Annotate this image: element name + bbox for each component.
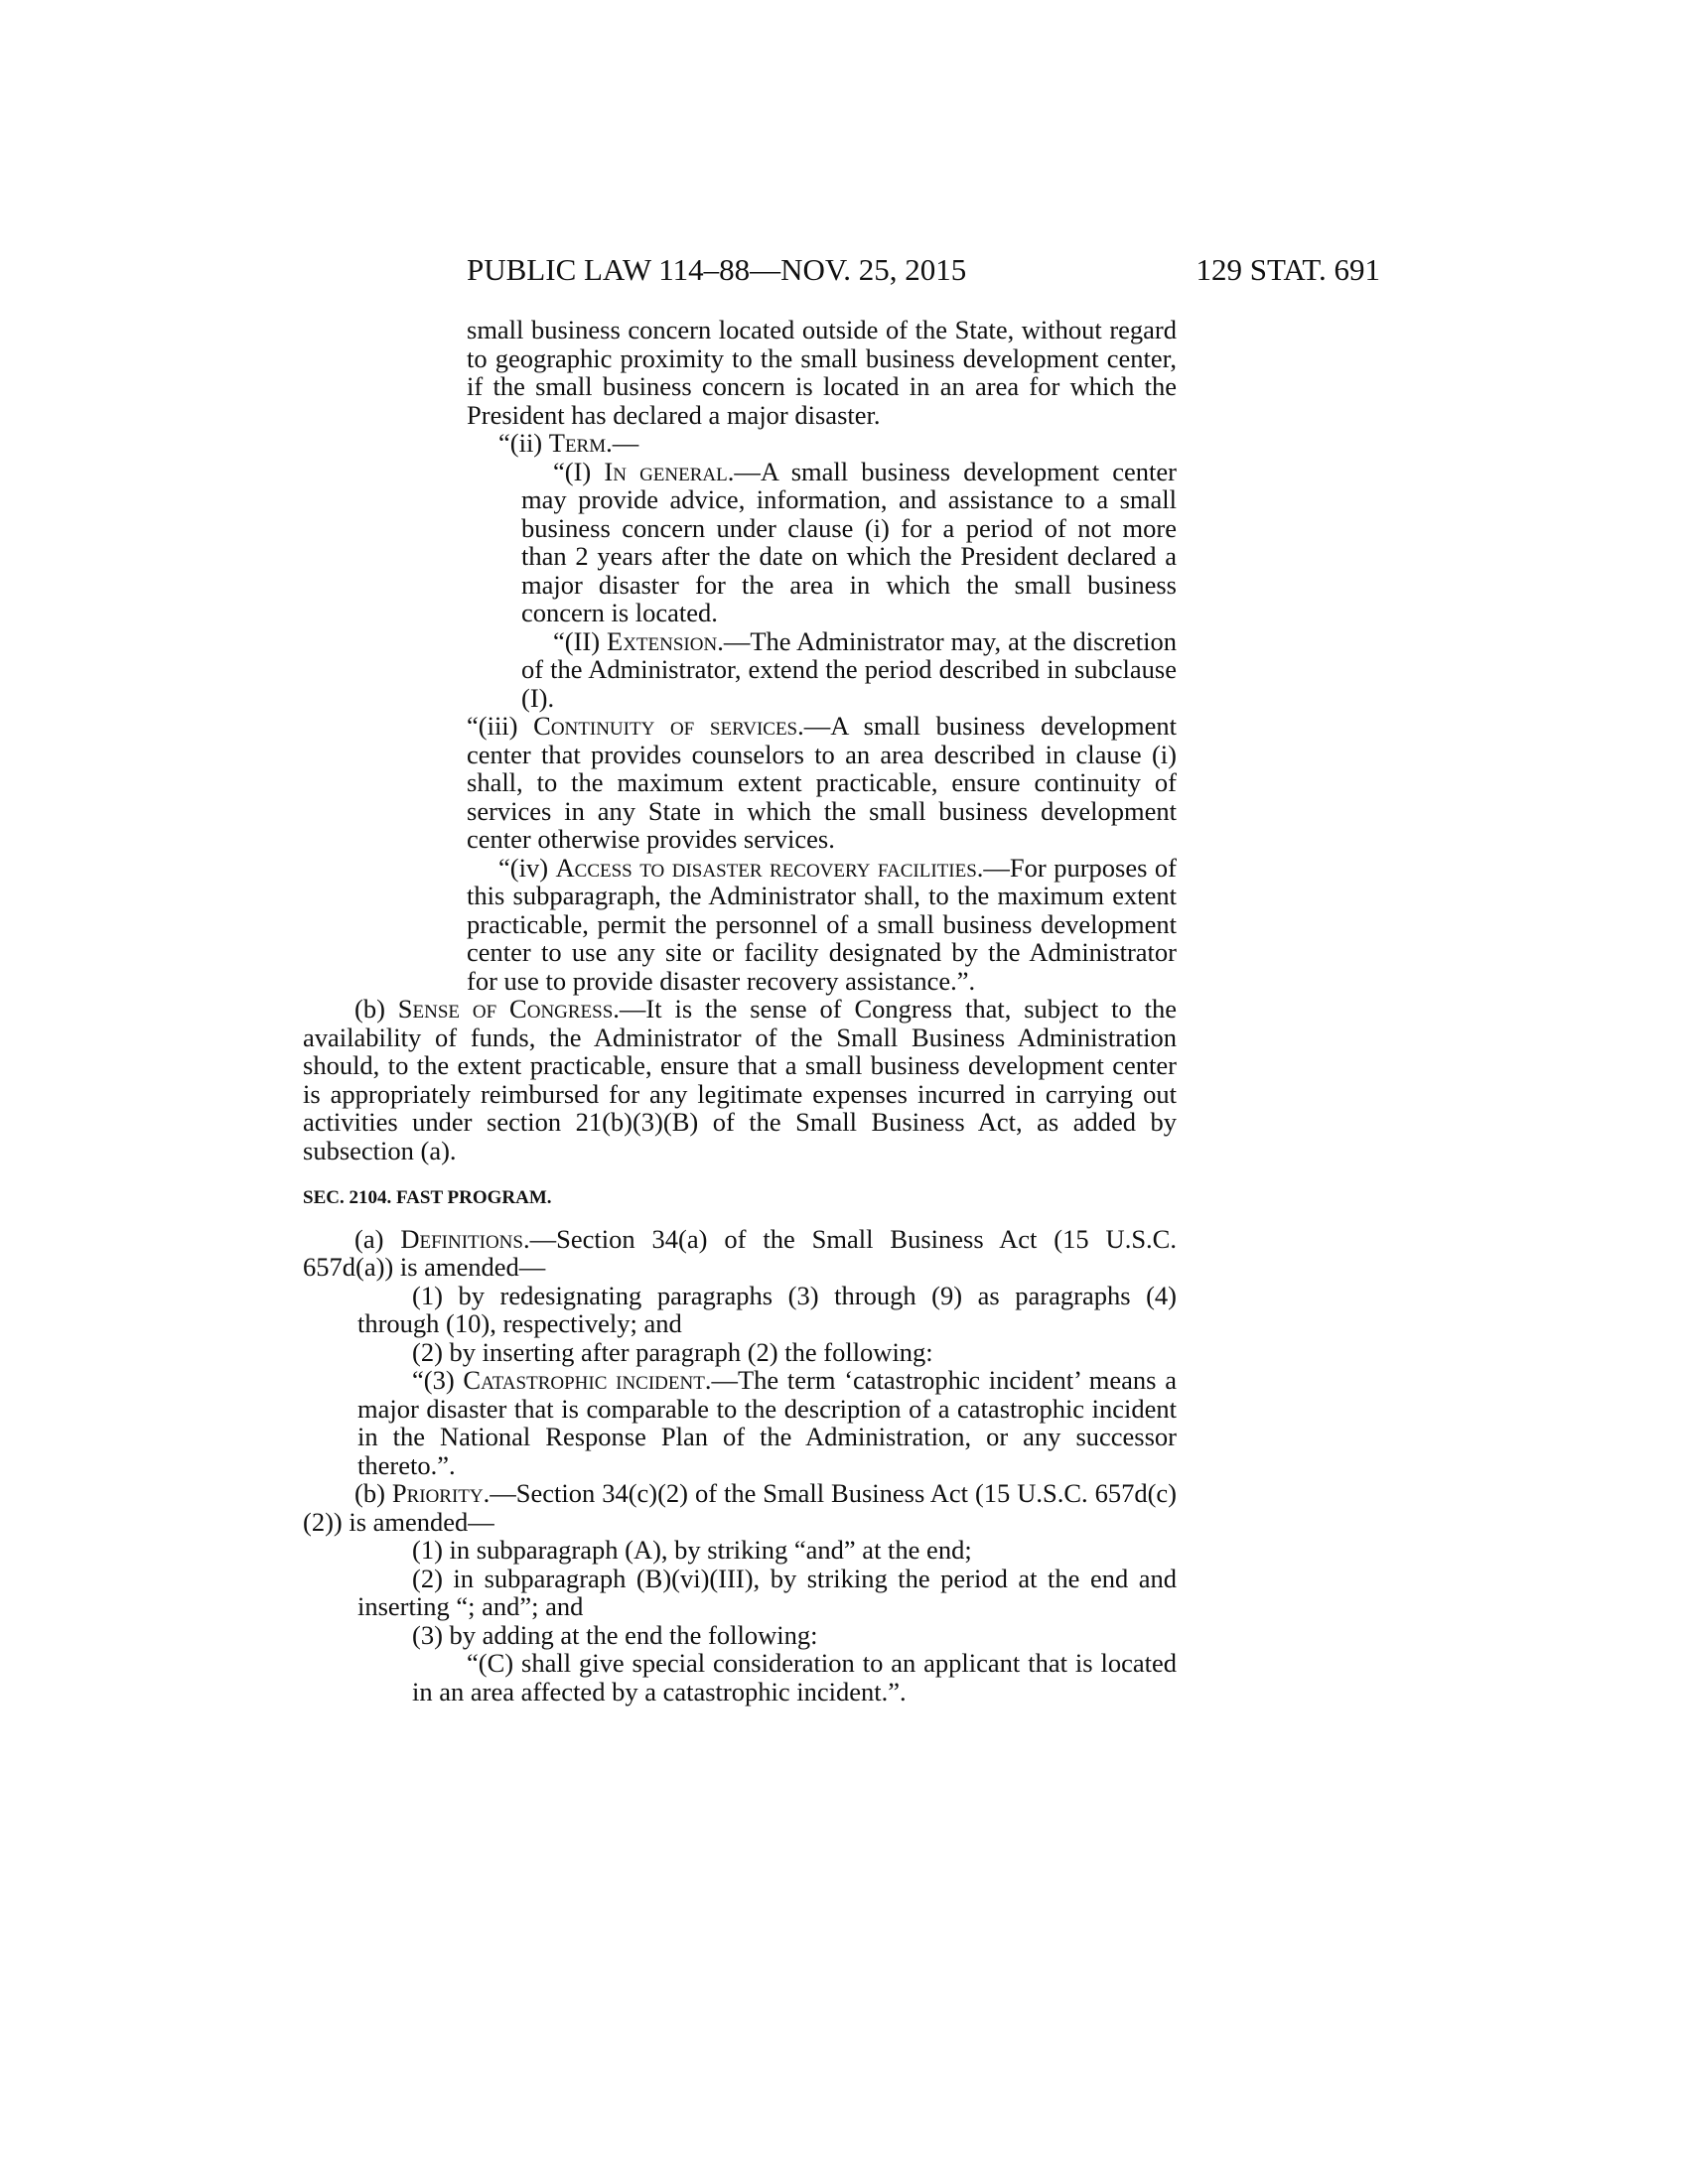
clause-ii-prefix: “(ii) [498, 428, 549, 458]
paragraph-a3-prefix: “(3) [412, 1365, 464, 1395]
priority-paragraph-2: (2) in subparagraph (B)(vi)(III), by striking the period at the end and inserting “; and”; and [357, 1563, 1177, 1621]
clause-ii-heading [467, 429, 1177, 458]
paragraph-a3-catastrophic-incident [357, 1366, 1177, 1479]
subclause-II-prefix: “(II) [553, 625, 608, 656]
clause-iii-text: .—A small business development center that provides counselors to an area described in clause (i) shall, to the maximum extent practicable, ensure continuity of services in any State in which the small business development center otherwise provides services. [467, 711, 1177, 854]
paragraph-a2: (2) by inserting after paragraph (2) the following: [412, 1336, 933, 1367]
clause-iii [467, 712, 1177, 854]
subsection-b-priority [303, 1479, 1177, 1536]
subclause-II-title: Extension [607, 625, 718, 656]
subsection-b-text: .—It is the sense of Congress that, subject to the availability of funds, the Administrator of the Small Business Administration should, to the extent practicable, ensure that a small business development center is appropriately reimbursed for any legitimate expenses incurred in carrying out activities under section 21(b)(3)(B) of the Small Business Act, as added by subsection (a). [303, 994, 1177, 1165]
clause-iii-title: Continuity of services [533, 711, 798, 741]
priority-title: Priority [391, 1478, 484, 1508]
clause-ii-dash: .— [606, 428, 639, 458]
priority-paragraph-3: (3) by adding at the end the following: [412, 1619, 818, 1650]
subclause-I-title: In general [604, 456, 728, 486]
subsection-b-sense-of-congress [303, 995, 1177, 1164]
page-number: 129 STAT. 691 [1196, 252, 1380, 287]
subclause-II [521, 627, 1177, 713]
clause-ii-title: Term [548, 428, 607, 458]
clause-i-continuation: small business concern located outside of the State, without regard to geographic proximity to the small business development center, if the small business concern is located in an area for which the President has declared a major disaster. [467, 315, 1177, 430]
section-heading: SEC. 2104. FAST PROGRAM. [303, 1187, 552, 1208]
subclause-I [521, 458, 1177, 627]
document-body [303, 316, 1177, 1706]
priority-text: .—Section 34(c)(2) of the Small Business Act (15 U.S.C. 657d(c)(2)) is amended— [303, 1478, 1177, 1537]
subclause-I-text: .—A small business development center may provide advice, information, and assistance to a small business concern under clause (i) for a period of not more than 2 years after the date on which the President declared a major disaster for the area in which the small business concern is located. [521, 456, 1177, 627]
subsection-a-prefix: (a) [354, 1223, 401, 1254]
clause-iv-text: .—For purposes of this subparagraph, the Administrator shall, to the maximum extent practicable, permit the personnel of a small business development center to use any site or facility designated by the Administrator for use to provide disaster recovery assistance.”. [467, 852, 1177, 996]
page-header [467, 248, 1380, 292]
running-head-title: PUBLIC LAW 114–88—NOV. 25, 2015 [467, 252, 967, 287]
clause-iv [467, 854, 1177, 996]
paragraph-a3-title: Catastrophic incident [463, 1365, 705, 1395]
clause-iv-title: Access to disaster recovery facilities [555, 852, 977, 883]
priority-paragraph-1: (1) in subparagraph (A), by striking “and” at the end; [412, 1535, 972, 1565]
priority-subparagraph-C: “(C) shall give special consideration to an applicant that is located in an area affected by a catastrophic incident.”. [412, 1648, 1177, 1706]
priority-prefix: (b) [354, 1478, 392, 1508]
subsection-a-title: Definitions [400, 1223, 523, 1254]
subclause-I-prefix: “(I) [553, 456, 605, 486]
subsection-a-definitions [303, 1225, 1177, 1282]
paragraph-a1: (1) by redesignating paragraphs (3) through (9) as paragraphs (4) through (10), respectively; and [357, 1280, 1177, 1338]
subsection-b-prefix: (b) [354, 994, 398, 1024]
subclause-II-text: .—The Administrator may, at the discretion of the Administrator, extend the period described in subclause (I). [521, 625, 1177, 713]
clause-iv-prefix: “(iv) [498, 852, 556, 883]
paragraph-a3-text: .—The term ‘catastrophic incident’ means a major disaster that is comparable to the description of a catastrophic incident in the National Response Plan of the Administration, or any successor thereto.”. [357, 1365, 1177, 1480]
clause-iii-prefix: “(iii) [467, 711, 534, 741]
subsection-b-title: Sense of Congress [397, 994, 614, 1024]
subsection-a-text: .—Section 34(a) of the Small Business Act (15 U.S.C. 657d(a)) is amended— [303, 1223, 1177, 1282]
